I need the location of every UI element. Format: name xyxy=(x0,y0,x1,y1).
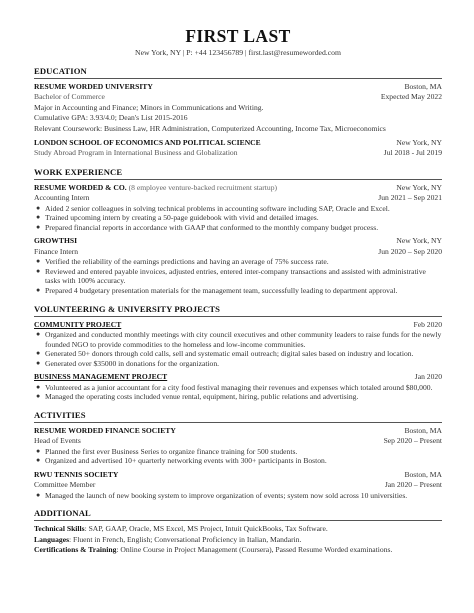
activity-entry xyxy=(34,470,442,500)
education-degree: Study Abroad Program in International Business and Globalization xyxy=(34,148,238,158)
education-org: RESUME WORDED UNIVERSITY xyxy=(34,82,153,91)
list-item: ● Generated over $35000 in donations for the organization. xyxy=(36,358,220,368)
work-location: New York, NY xyxy=(396,182,442,192)
additional-line: Technical Skills: SAP, GAAP, Oracle, MS Excel, MS Project, Intuit QuickBooks, Tax Software. xyxy=(34,524,328,534)
activity-bullets xyxy=(34,447,442,466)
education-detail: Cumulative GPA: 3.93/4.0; Dean's List 2015-2016 xyxy=(34,113,188,123)
list-item: ● Organized and advertised 10+ quarterly networking events with 300+ participants in Boston. xyxy=(36,456,327,466)
section-heading-additional: ADDITIONAL xyxy=(34,508,442,521)
bullet-icon: ● xyxy=(36,257,41,266)
activity-location: Boston, MA xyxy=(404,426,442,435)
contact-line: New York, NY | P: +44 123456789 | first.last@resumeworded.com xyxy=(135,48,341,57)
bullet-icon: ● xyxy=(36,446,41,455)
activity-org: RESUME WORDED FINANCE SOCIETY xyxy=(34,426,176,435)
activity-entry xyxy=(34,426,442,466)
additional-label: Certifications & Training xyxy=(34,544,117,554)
project-org: COMMUNITY PROJECT xyxy=(34,319,122,329)
bullet-icon: ● xyxy=(36,490,41,499)
activity-date: Jan 2020 – Present xyxy=(384,480,442,490)
work-org: RESUME WORDED & CO. xyxy=(34,182,127,192)
additional-line: Languages: Fluent in French, English; Conversational Proficiency in Italian, Mandarin. xyxy=(34,534,302,544)
list-item: ● Generated 50+ donors through cold calls, sell and systematic email outreach; digital sales based on industry and location. xyxy=(36,349,414,359)
project-entry xyxy=(34,372,442,402)
list-item: ● Aided 2 senior colleagues in solving technical problems in accounting software including SAP, Oracle and Excel. xyxy=(36,203,390,213)
education-entry xyxy=(34,138,442,159)
project-bullets xyxy=(34,383,442,402)
bullet-icon: ● xyxy=(36,266,41,275)
activity-date: Sep 2020 – Present xyxy=(383,436,442,446)
activity-location: Boston, MA xyxy=(404,470,442,479)
work-date: Jun 2020 – Sep 2020 xyxy=(378,246,442,256)
project-entry xyxy=(34,320,442,369)
work-org-note: (8 employee venture-backed recruitment startup) xyxy=(128,182,278,192)
section-heading-volunteering: VOLUNTEERING & UNIVERSITY PROJECTS xyxy=(34,304,442,317)
additional-label: Technical Skills xyxy=(34,524,85,534)
project-bullets xyxy=(34,330,442,368)
bullet-icon: ● xyxy=(36,203,41,212)
activity-bullets xyxy=(34,491,442,501)
list-item: ● Trained upcoming intern by creating a 50-page guidebook with vivid and detailed images. xyxy=(36,213,319,223)
project-date: Jan 2020 xyxy=(414,372,442,382)
bullet-icon: ● xyxy=(36,213,41,222)
project-org: BUSINESS MANAGEMENT PROJECT xyxy=(34,372,168,382)
bullet-icon: ● xyxy=(36,222,41,231)
work-role: Accounting Intern xyxy=(34,193,90,203)
bullet-icon: ● xyxy=(36,286,41,295)
work-bullets xyxy=(34,257,442,295)
list-item: ● Verified the reliability of the earnings predictions and having an average of 75% success rate. xyxy=(36,257,329,267)
education-date: Expected May 2022 xyxy=(380,92,442,102)
list-item: ● Organized and conducted monthly meetings with city council executives and other community leaders to raise funds for the newly founded NGO to provide commodities to the homeless and low-income communities. xyxy=(36,330,442,349)
list-item: ● Managed the launch of new booking system to improve organization of events; system now sold across 10 universities. xyxy=(36,490,408,500)
list-item: ● Planned the first ever Business Series to organize finance training for 500 students. xyxy=(36,446,298,456)
work-org: GROWTHSI xyxy=(34,236,78,246)
list-item: ● Prepared financial reports in accordance with GAAP that conformed to the monthly company budget process. xyxy=(36,222,379,232)
project-date: Feb 2020 xyxy=(413,319,442,329)
additional-line: Certifications & Training: Online Course in Project Management (Coursera), Passed Resume Worded examinations. xyxy=(34,544,393,554)
bullet-icon: ● xyxy=(36,392,41,401)
bullet-icon: ● xyxy=(36,330,41,339)
section-heading-work: WORK EXPERIENCE xyxy=(34,167,442,180)
list-item: ● Reviewed and entered payable invoices, adjusted entries, entered inter-company transactions and assisted with administrative tasks with 100% accuracy. xyxy=(36,266,426,286)
section-heading-activities: ACTIVITIES xyxy=(34,410,442,423)
work-bullets xyxy=(34,204,442,233)
activity-role: Head of Events xyxy=(34,436,81,446)
work-date: Jun 2021 – Sep 2021 xyxy=(378,193,442,203)
education-entry xyxy=(34,82,442,134)
work-role: Finance Intern xyxy=(34,246,79,256)
list-item: ● Managed the operating costs included venue rental, equipment, hiring, public relations and advertising. xyxy=(36,392,359,402)
education-date: Jul 2018 - Jul 2019 xyxy=(383,148,442,158)
education-org: LONDON SCHOOL OF ECONOMICS AND POLITICAL SCIENCE xyxy=(34,138,261,148)
bullet-icon: ● xyxy=(36,358,41,367)
activity-org: RWU TENNIS SOCIETY xyxy=(34,470,119,479)
work-entry xyxy=(34,183,442,233)
additional-label: Languages xyxy=(34,534,70,544)
list-item: ● Volunteered as a junior accountant for a city food festival managing their revenues and expenses which totaled around $80,000. xyxy=(36,382,433,392)
education-detail: Major in Accounting and Finance; Minors in Communications and Writing. xyxy=(34,102,264,112)
bullet-icon: ● xyxy=(36,456,41,465)
work-entry xyxy=(34,236,442,295)
education-location: Boston, MA xyxy=(404,82,442,91)
education-detail: Relevant Coursework: Business Law, HR Administration, Computerized Accounting, Income Tax, Microeconomics xyxy=(34,123,386,133)
candidate-name: FIRST LAST xyxy=(185,26,291,46)
section-heading-education: EDUCATION xyxy=(34,66,442,79)
bullet-icon: ● xyxy=(36,349,41,358)
activity-role: Committee Member xyxy=(34,480,96,490)
education-degree: Bachelor of Commerce xyxy=(34,92,105,102)
work-location: New York, NY xyxy=(396,236,442,246)
list-item: ● Prepared 4 budgetary presentation materials for the management team, successfully leading to department approval. xyxy=(36,286,398,296)
bullet-icon: ● xyxy=(36,382,41,391)
education-location: New York, NY xyxy=(396,138,442,148)
